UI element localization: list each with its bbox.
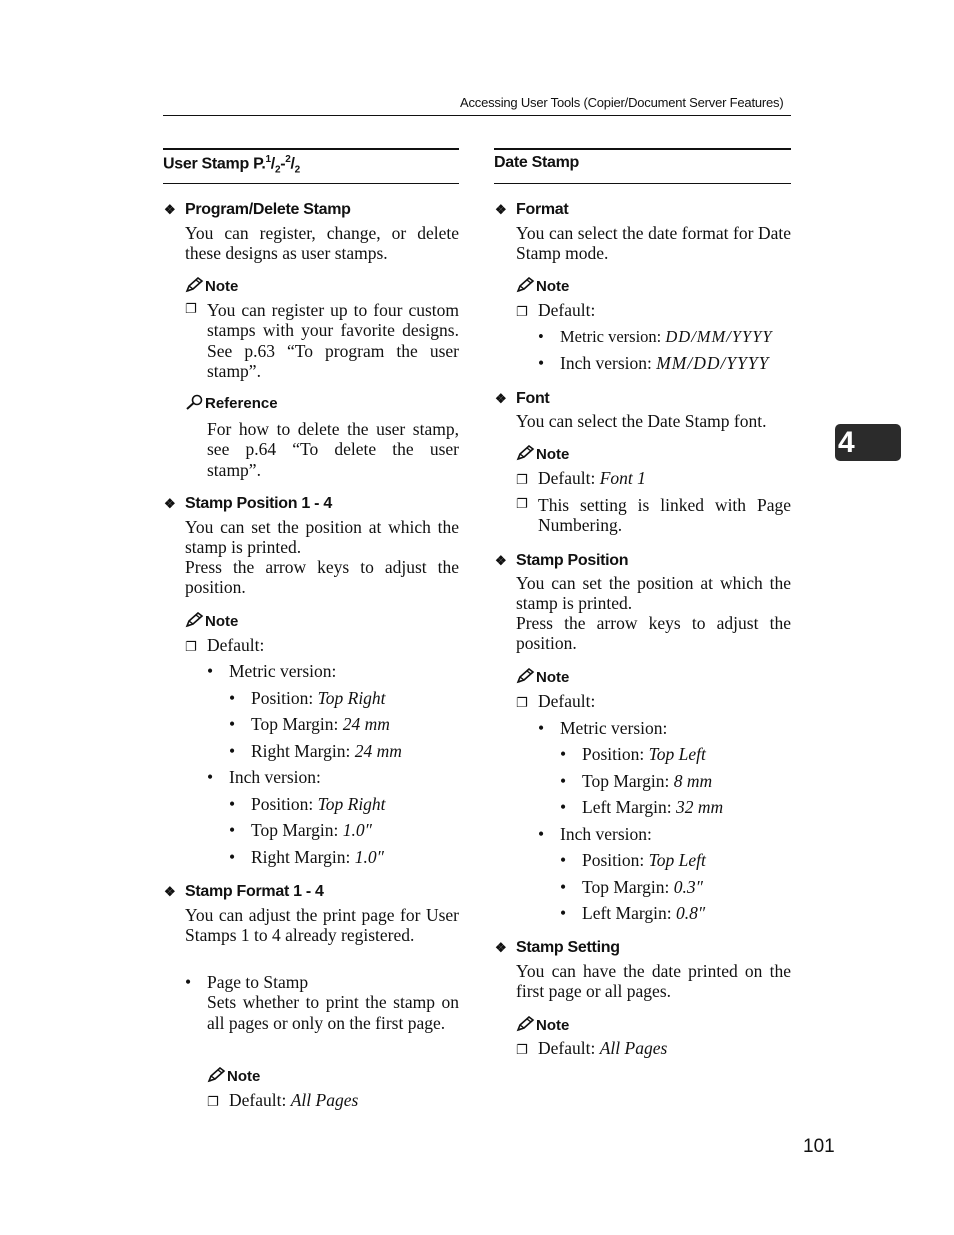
checkbox-bullet-icon: ❐ [516,1043,528,1058]
stamp-setting-body: You can have the date printed on the first page or all pages. [516,961,791,1002]
diamond-bullet-icon: ❖ [495,940,507,955]
metric-item: • Top Margin: 24 mm [229,714,390,734]
bullet-icon: • [538,824,545,844]
section-title-date-stamp: Date Stamp [494,154,580,171]
default-all-pages: ❐ Default: All Pages [516,1038,667,1061]
note-heading: Note [516,1016,569,1034]
inch-item: • Position: Top Left [560,850,706,870]
bullet-icon: • [560,850,567,870]
font-linked-note: ❐ This setting is linked with Page Numbering. [516,495,791,536]
bullet-icon: • [229,820,236,840]
default-label: ❐ Default: [516,300,595,323]
stamp-position-body-1: You can set the position at which the stamp is printed. [516,573,791,614]
diamond-bullet-icon: ❖ [164,884,176,899]
bullet-icon: • [538,718,545,738]
page-number: 101 [803,1136,835,1157]
header-rule [163,115,791,116]
page-to-stamp-item: • Page to Stamp Sets whether to print the stamp on all pages or only on the first page. [185,972,459,1033]
bullet-icon: • [229,688,236,708]
pencil-icon [516,1016,536,1032]
note-heading: Note [516,445,569,463]
inch-item: • Position: Top Right [229,794,386,814]
bullet-icon: • [229,847,236,867]
checkbox-bullet-icon: ❐ [516,497,528,512]
inch-item: • Right Margin: 1.0″ [229,847,384,867]
bullet-icon: • [560,744,567,764]
default-font: ❐ Default: Font 1 [516,468,646,491]
bullet-icon: • [207,661,214,681]
section-title-user-stamp: User Stamp $P.^1/_2-^2/_2$ [163,154,300,176]
note-heading: Note [185,612,238,630]
pencil-icon [516,277,536,293]
stamp-format-body: You can adjust the print page for User Stamps 1 to 4 already registered. [185,905,459,946]
right-section-bottom-rule [494,183,791,184]
inch-version-label: • Inch version: [207,767,321,787]
heading-program-delete-stamp: ❖ Program/Delete Stamp [164,201,351,218]
checkbox-bullet-icon: ❐ [516,696,528,711]
checkbox-bullet-icon: ❐ [207,1095,219,1110]
pencil-icon [516,668,536,684]
heading-stamp-format-1-4: ❖ Stamp Format 1 - 4 [164,883,324,900]
inch-item: • Left Margin: 0.8″ [560,903,706,923]
metric-item: • Right Margin: 24 mm [229,741,402,761]
checkbox-bullet-icon: ❐ [516,473,528,488]
bullet-icon: • [560,903,567,923]
left-section-top-rule [163,148,459,150]
checkbox-bullet-icon: ❐ [185,302,197,317]
format-item: • Metric version: DD/MM/YYYY [538,327,773,346]
metric-item: • Top Margin: 8 mm [560,771,713,791]
default-label: ❐ Default: [516,691,595,714]
running-title: Accessing User Tools (Copier/Document Server Features) [460,95,784,110]
font-body: You can select the Date Stamp font. [516,411,767,431]
inch-item: • Top Margin: 1.0″ [229,820,372,840]
reference-heading: Reference [185,394,278,412]
format-item: • Inch version: MM/DD/YYYY [538,353,770,373]
default-label: ❐ Default: [185,635,264,658]
stamp-position-body-1: You can set the position at which the stamp is printed. [185,517,459,558]
format-body: You can select the date format for Date Stamp mode. [516,223,791,264]
pencil-icon [185,277,205,293]
note-heading: Note [207,1067,260,1085]
metric-version-label: • Metric version: [538,718,668,738]
pencil-icon [185,612,205,628]
bullet-icon: • [560,877,567,897]
bullet-icon: • [207,767,214,787]
checkbox-bullet-icon: ❐ [516,305,528,320]
note-heading: Note [185,277,238,295]
metric-version-label: • Metric version: [207,661,337,681]
heading-stamp-setting: ❖ Stamp Setting [495,939,620,956]
stamp-position-body-2: Press the arrow keys to adjust the position. [185,557,459,598]
bullet-icon: • [560,771,567,791]
running-header [460,95,791,110]
stamp-position-body-2: Press the arrow keys to adjust the position. [516,613,791,654]
chapter-number: 4 [838,426,855,459]
reference-text: For how to delete the user stamp, see p.64 “To delete the user stamp”. [207,419,459,480]
checkbox-bullet-icon: ❐ [185,640,197,655]
diamond-bullet-icon: ❖ [164,496,176,511]
diamond-bullet-icon: ❖ [495,202,507,217]
diamond-bullet-icon: ❖ [164,202,176,217]
inch-item: • Top Margin: 0.3″ [560,877,703,897]
metric-item: • Position: Top Right [229,688,386,708]
heading-stamp-position-1-4: ❖ Stamp Position 1 - 4 [164,495,332,512]
bullet-icon: • [538,327,544,346]
left-section-bottom-rule [163,183,459,184]
bullet-icon: • [538,353,545,373]
pencil-icon [207,1067,227,1083]
heading-stamp-position: ❖ Stamp Position [495,552,629,569]
bullet-icon: • [560,797,567,817]
heading-format: ❖ Format [495,201,569,218]
inch-version-label: • Inch version: [538,824,652,844]
bullet-icon: • [229,741,236,761]
magnifier-icon [185,394,205,410]
pencil-icon [516,445,536,461]
metric-item: • Position: Top Left [560,744,706,764]
default-all-pages: ❐ Default: All Pages [207,1090,358,1113]
heading-font: ❖ Font [495,390,550,407]
bullet-icon: • [185,972,192,992]
note-item-register: ❐ You can register up to four custom stamps with your favorite designs. See p.63 “To program the user stamp”. [185,300,459,381]
right-section-top-rule [494,148,791,150]
chapter-tab [835,424,901,461]
bullet-icon: • [229,794,236,814]
diamond-bullet-icon: ❖ [495,391,507,406]
bullet-icon: • [229,714,236,734]
program-delete-body: You can register, change, or delete these designs as user stamps. [185,223,459,264]
metric-item: • Left Margin: 32 mm [560,797,724,817]
note-heading: Note [516,277,569,295]
diamond-bullet-icon: ❖ [495,553,507,568]
note-heading: Note [516,668,569,686]
